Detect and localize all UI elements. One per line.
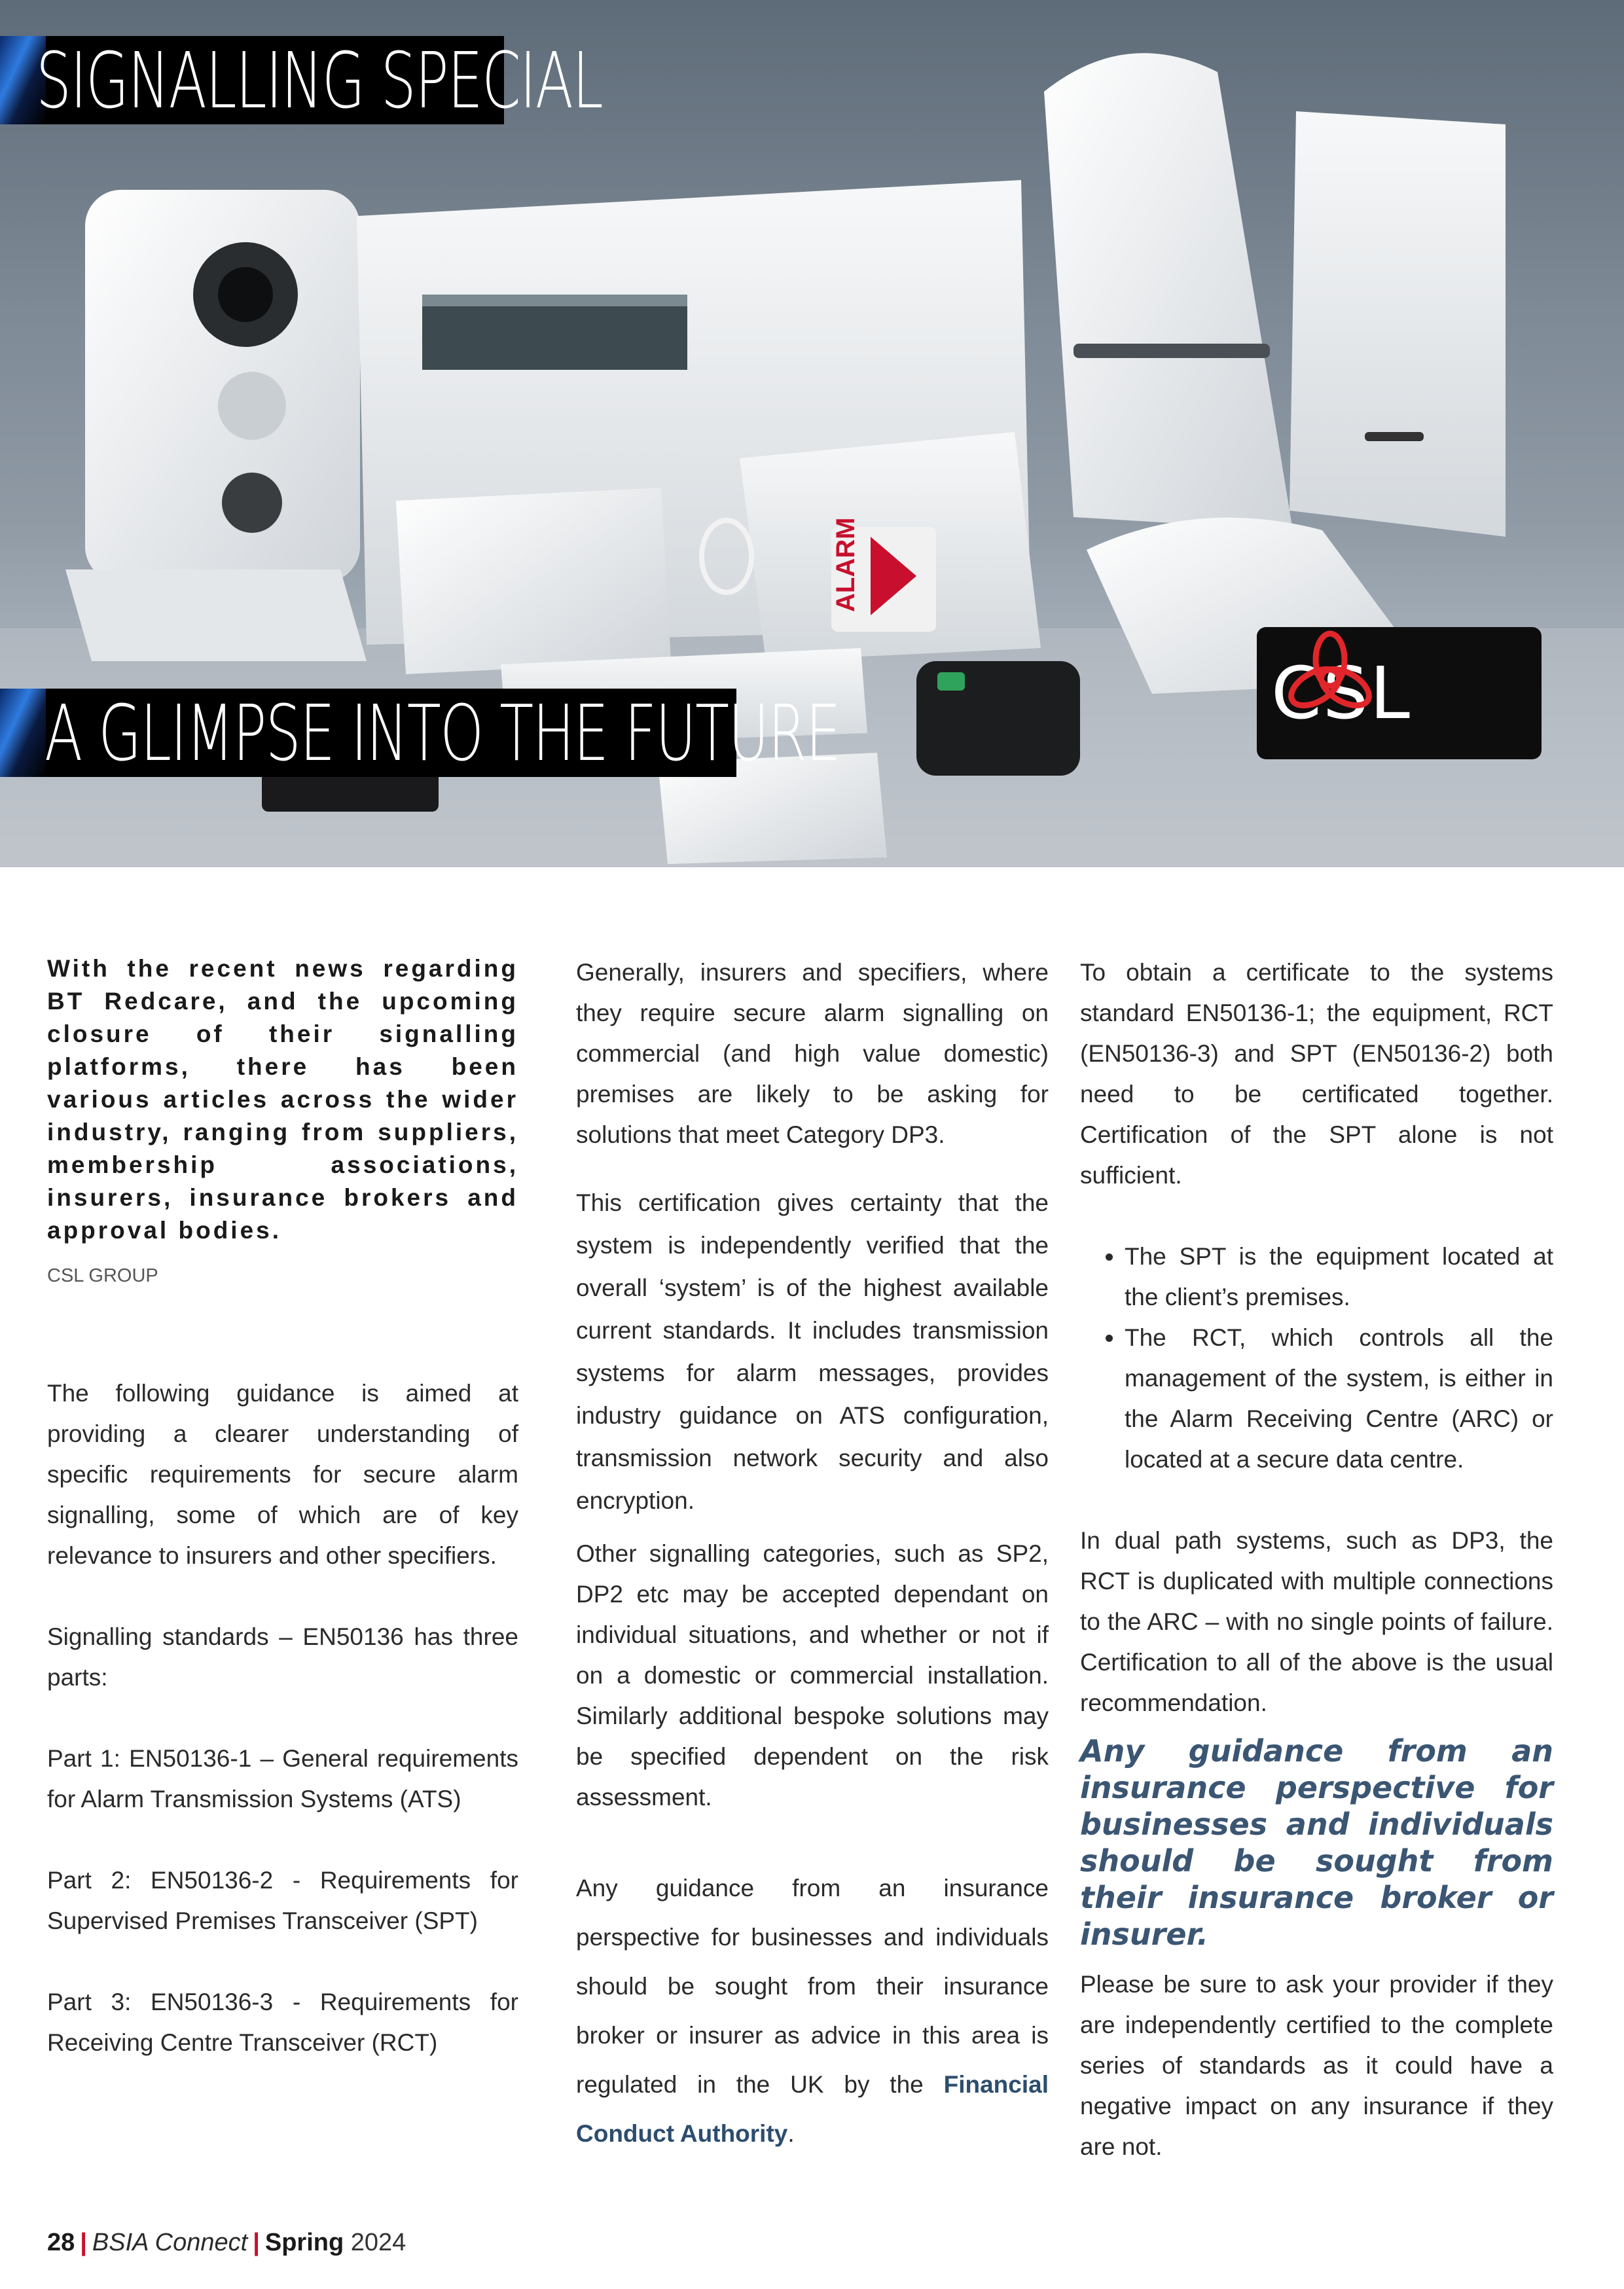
body-paragraph: Part 1: EN50136-1 – General requirements for Alarm Transmission Systems (ATS) [47,1745,518,1812]
csl-logo [1257,627,1542,759]
hero-image [0,0,1624,867]
byline: CSL GROUP [47,1265,158,1286]
signalling-special-banner [0,35,603,126]
list-item: • The RCT, which controls all the management of the system, is either in the Alarm Receiving Centre (ARC) or located at a secure data centre. [1125,1318,1553,1480]
issue-year: 2024 [350,2229,406,2256]
csl-logo-icon [1284,627,1376,719]
column-3 [1080,952,1553,2167]
column-1 [47,952,518,2063]
fca-paragraph-end: . [787,2120,795,2147]
body-paragraph: This certification gives certainty that the system is independently verified that the overall ‘system’ is of the highest available current standards. It includes transmission systems for alarm messages, provides industry guidance on ATS configuration, transmission network security and also encryption. [576,1189,1049,1514]
body-paragraph: In dual path systems, such as DP3, the RCT is duplicated with multiple connections to the ARC – with no single points of failure. Certification to all of the above is the usual recommendation. [1080,1527,1553,1716]
fca-link[interactable]: Financial Conduct Authority [576,2071,1049,2147]
banner-glow [0,689,46,777]
body-paragraph: Other signalling categories, such as SP2, DP2 etc may be accepted dependant on individual situations, and whether or not if on a domestic or commercial installation. Similarly additional bespoke solutions may be specified dependent on the risk assessment. [576,1540,1049,1811]
fca-paragraph [576,1864,1049,2158]
banner-top-text: SIGNALLING SPECIAL [36,35,603,126]
alarm-label: ALARM [831,517,860,612]
body-paragraph: Part 3: EN50136-3 - Requirements for Receiving Centre Transceiver (RCT) [47,1989,518,2056]
issue-season: Spring [264,2229,344,2256]
csl-logo-text: CSL [1271,651,1411,735]
list-item: • The SPT is the equipment located at the client’s premises. [1125,1236,1553,1318]
article-title: A GLIMPSE INTO THE FUTURE [45,687,840,778]
body-paragraph: Please be sure to ask your provider if they are independently certified to the complete series of standards as it could have a negative impact on any insurance if they are not. [1080,1971,1553,2160]
body-paragraph: Part 2: EN50136-2 - Requirements for Supervised Premises Transceiver (SPT) [47,1867,518,1934]
article-title-banner [0,687,840,778]
lead-paragraph: With the recent news regarding BT Redcare, and the upcoming closure of their signalling platforms, there has been various articles across the wider industry, ranging from suppliers, membership associations, insurers, insurance brokers and approval bodies. [47,955,518,1244]
body-paragraph: Generally, insurers and specifiers, where they require secure alarm signalling on commercial (and high value domestic) premises are likely to be asking for solutions that meet Category DP3. [576,959,1049,1148]
page-number: 28 [47,2229,75,2256]
body-paragraph: Signalling standards – EN50136 has three parts: [47,1623,518,1691]
column-2 [576,952,1049,2158]
footer-divider: | [80,2229,87,2256]
body-paragraph: The following guidance is aimed at providing a clearer understanding of specific requirements for secure alarm signalling, some of which are of key relevance to insurers and other specifiers. [47,1380,518,1569]
pull-quote: Any guidance from an insurance perspective for businesses and individuals should be sought from their insurance broker or insurer. [1080,1733,1553,1952]
page-footer [47,2229,406,2257]
magazine-name: BSIA Connect [92,2229,248,2256]
body-paragraph: To obtain a certificate to the systems standard EN50136-1; the equipment, RCT (EN50136-3) and SPT (EN50136-2) both need to be certificated together. Certification of the SPT alone is not sufficient. [1080,959,1553,1189]
fca-paragraph-text: Any guidance from an insurance perspective for businesses and individuals should be sought from their insurance broker or insurer as advice in this area is regulated in the UK by the [576,1875,1049,2098]
footer-divider: | [253,2229,260,2256]
bullet-list [1080,1236,1553,1480]
